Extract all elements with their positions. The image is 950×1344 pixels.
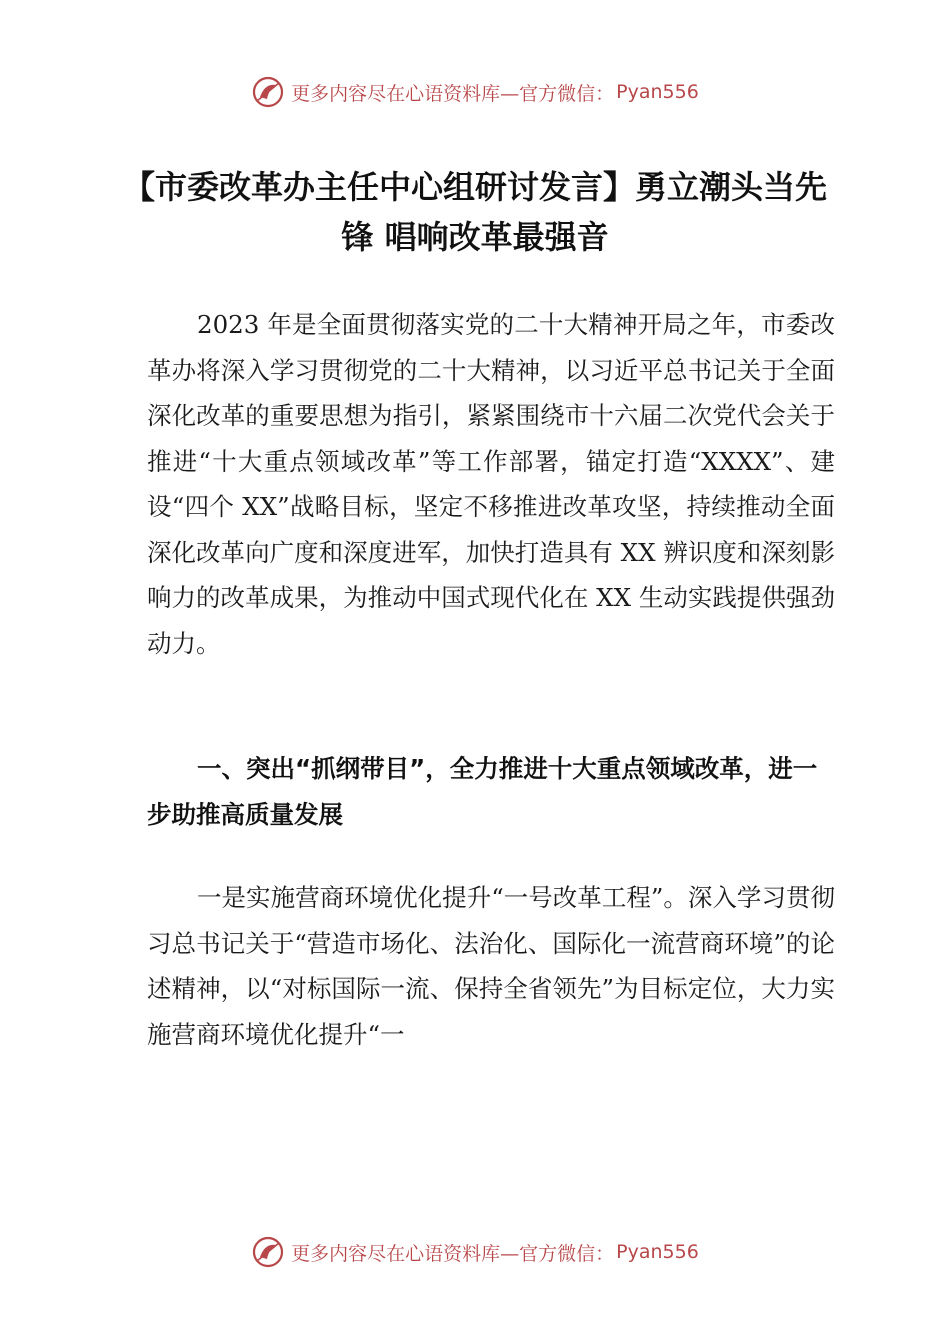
watermark-footer — [0, 1232, 950, 1272]
paragraph-intro-text: 2023 年是全面贯彻落实党的二十大精神开局之年，市委改革办将深入学习贯彻党的二十大精神，以习近平总书记关于全面深化改革的重要思想为指引，紧紧围绕市十六届二次党代会关于推进“十大重点领域改革”等工作部署，锚定打造“XXXX”、建设“四个 XX”战略目标，坚定不移推进改革攻坚，持续推动全面深化改革向广度和深度进军，加快打造具有 XX 辨识度和深刻影响力的改革成果，为推动中国式现代化在 XX 生动实践提供强劲动力。 — [147, 310, 835, 658]
watermark-code: Pyan556 — [616, 81, 699, 103]
watermark-text: 更多内容尽在心语资料库—官方微信： — [291, 82, 615, 105]
section-heading — [147, 746, 837, 838]
watermark-logo-icon — [251, 75, 285, 109]
watermark-header — [0, 72, 950, 112]
document-title: 【市委改革办主任中心组研讨发言】勇立潮头当先锋 唱响改革最强音 — [122, 168, 827, 256]
paragraph-intro — [147, 302, 835, 666]
paragraph-business-environment-text: 一是实施营商环境优化提升“一号改革工程”。深入学习贯彻习总书记关于“营造市场化、法治化、国际化一流营商环境”的论述精神，以“对标国际一流、保持全省领先”为目标定位，大力实施营商环境优化提升“一 — [147, 883, 835, 1049]
watermark-code: Pyan556 — [616, 1241, 699, 1263]
watermark-logo-icon — [251, 1235, 285, 1269]
section-heading-text: 一、突出“抓纲带目”，全力推进十大重点领域改革，进一步助推高质量发展 — [147, 754, 818, 829]
watermark-text: 更多内容尽在心语资料库—官方微信： — [291, 1242, 615, 1265]
paragraph-business-environment — [147, 875, 835, 1057]
